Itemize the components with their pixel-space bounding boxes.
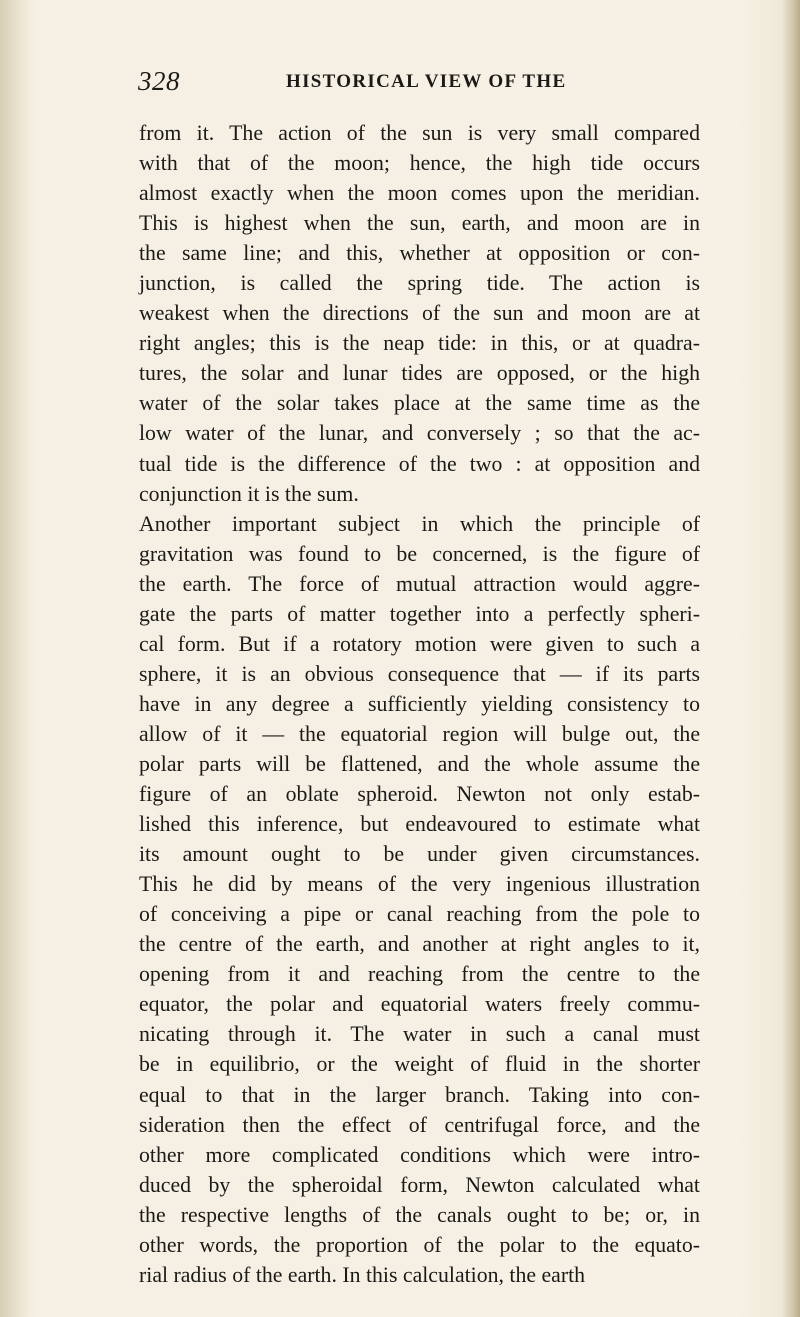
text-line: almost exactly when the moon comes upon the meridian.	[139, 181, 700, 206]
page-gutter-shadow	[0, 0, 30, 1317]
text-line: other words, the proportion of the polar to the equato-	[139, 1232, 700, 1257]
text-line: have in any degree a sufficiently yielding consistency to	[139, 691, 700, 716]
text-line: junction, is called the spring tide. The action is	[139, 271, 700, 296]
text-line: equal to that in the larger branch. Taking into con-	[139, 1082, 700, 1107]
text-line: allow of it — the equatorial region will bulge out, the	[139, 721, 700, 746]
page-header	[138, 64, 698, 104]
text-line: be in equilibrio, or the weight of fluid in the shorter	[139, 1052, 700, 1077]
text-line: water of the solar takes place at the same time as the	[139, 391, 700, 416]
text-line: duced by the spheroidal form, Newton calculated what	[139, 1172, 700, 1197]
text-line: equator, the polar and equatorial waters freely commu-	[139, 992, 700, 1017]
text-line: its amount ought to be under given circumstances.	[139, 842, 700, 867]
text-line: of conceiving a pipe or canal reaching from the pole to	[139, 902, 700, 927]
text-line: This is highest when the sun, earth, and moon are in	[139, 211, 700, 236]
text-line: the same line; and this, whether at opposition or con-	[139, 241, 700, 266]
text-line: from it. The action of the sun is very small compared	[139, 121, 700, 145]
text-line: tures, the solar and lunar tides are opposed, or the high	[139, 361, 700, 386]
text-line: the centre of the earth, and another at right angles to it,	[139, 932, 700, 957]
text-line: lished this inference, but endeavoured to estimate what	[139, 812, 700, 837]
text-line: nicating through it. The water in such a canal must	[139, 1022, 700, 1047]
text-line: conjunction it is the sum.	[139, 481, 359, 506]
text-line: figure of an oblate spheroid. Newton not only estab-	[139, 782, 700, 807]
text-line: polar parts will be flattened, and the whole assume the	[139, 751, 700, 776]
text-line: right angles; this is the neap tide: in this, or at quadra-	[139, 331, 700, 356]
body-text	[139, 118, 700, 1290]
text-line: the respective lengths of the canals ought to be; or, in	[139, 1202, 700, 1227]
text-line: opening from it and reaching from the centre to the	[139, 962, 700, 987]
text-line: Another important subject in which the principle of	[139, 511, 700, 536]
page-number: 328	[138, 66, 180, 96]
text-line: sphere, it is an obvious consequence that — if its parts	[139, 661, 700, 686]
text-line: rial radius of the earth. In this calculation, the earth	[139, 1262, 586, 1287]
text-line: gravitation was found to be concerned, is the figure of	[139, 541, 700, 566]
text-line: sideration then the effect of centrifugal force, and the	[139, 1112, 700, 1137]
text-line: gate the parts of matter together into a perfectly spheri-	[139, 601, 700, 626]
running-head: HISTORICAL VIEW OF THE	[286, 71, 567, 92]
text-line: This he did by means of the very ingenious illustration	[139, 872, 700, 897]
text-line: with that of the moon; hence, the high tide occurs	[139, 151, 700, 176]
text-line: weakest when the directions of the sun and moon are at	[139, 301, 700, 326]
text-line: cal form. But if a rotatory motion were given to such a	[139, 631, 700, 656]
text-line: low water of the lunar, and conversely ; so that the ac-	[139, 421, 700, 446]
text-line: other more complicated conditions which were intro-	[139, 1142, 700, 1167]
text-line: the earth. The force of mutual attraction would aggre-	[139, 571, 700, 596]
text-line: tual tide is the difference of the two : at opposition and	[139, 451, 700, 476]
page-edge-shadow	[782, 0, 800, 1317]
